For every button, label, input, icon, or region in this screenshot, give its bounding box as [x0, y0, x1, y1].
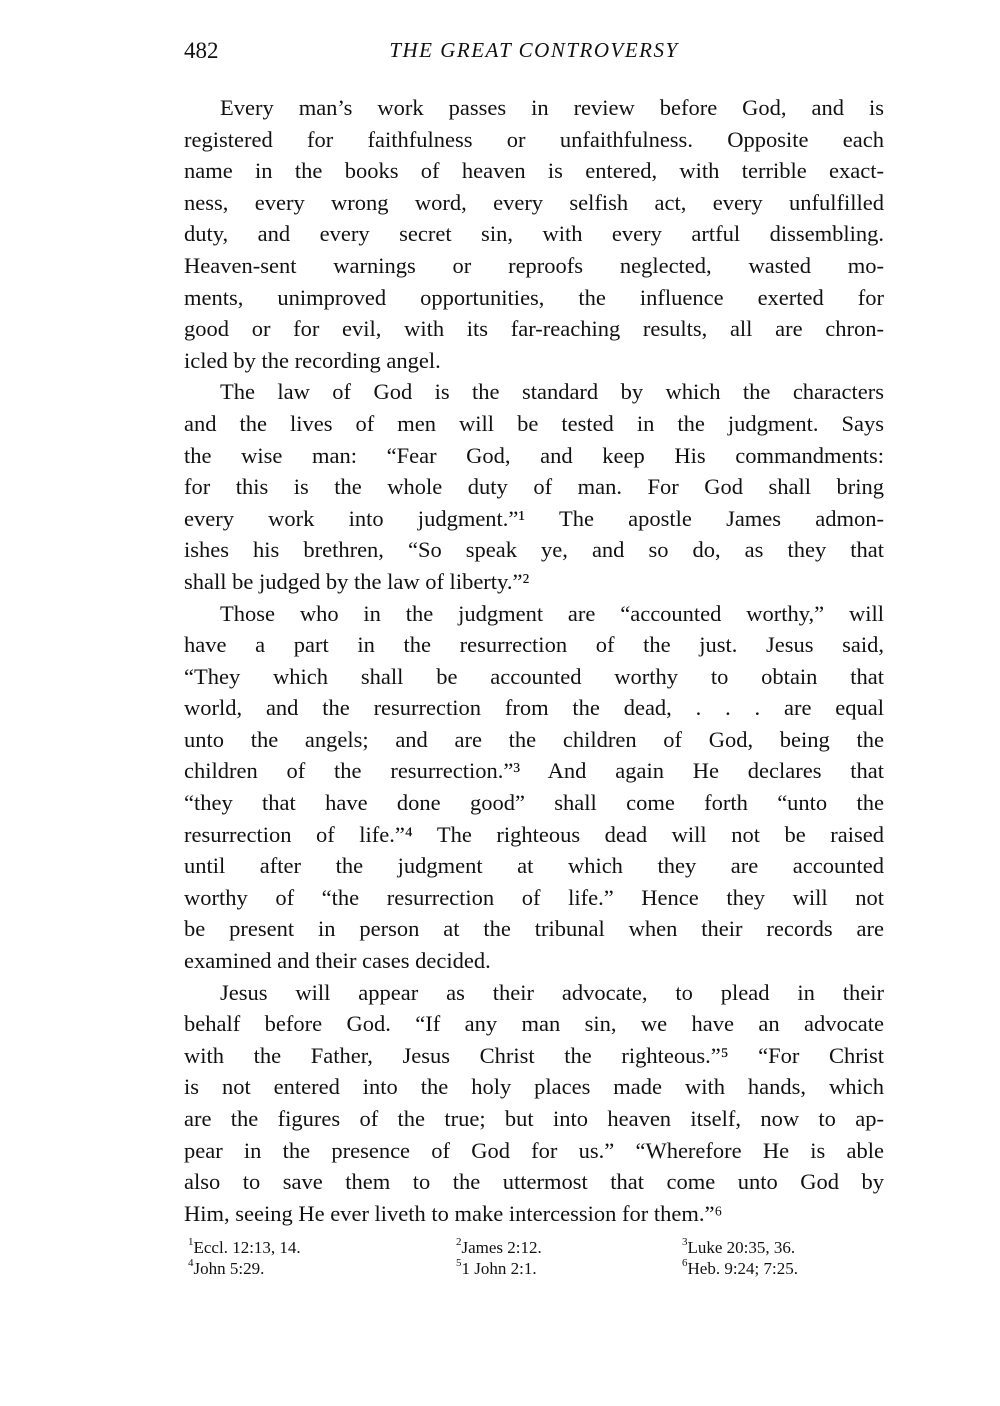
text-line: name in the books of heaven is entered, with terrible exact- [184, 158, 884, 184]
text-line: registered for faithfulness or unfaithfulness. Opposite each [184, 126, 884, 152]
page-header [184, 38, 884, 68]
text-line: children of the resurrection.”³ And again He declares that [184, 758, 884, 784]
page-number: 482 [184, 38, 219, 63]
footnote-ref: Eccl. 12:13, 14. [193, 1238, 301, 1257]
text-line: for this is the whole duty of man. For God shall bring [184, 474, 884, 500]
footnote-ref: James 2:12. [461, 1238, 542, 1257]
text-line: with the Father, Jesus Christ the righteous.”⁵ “For Christ [184, 1042, 884, 1068]
text-line: icled by the recording angel. [184, 347, 441, 373]
text-line: ishes his brethren, “So speak ye, and so do, as they that [184, 537, 884, 563]
footnote-mark: 3 [682, 1236, 688, 1248]
text-line: pear in the presence of God for us.” “Wherefore He is able [184, 1137, 884, 1163]
footnote-5 [456, 1258, 682, 1279]
body-text [184, 92, 884, 1229]
footnote-3 [682, 1237, 882, 1258]
text-line: until after the judgment at which they are accounted [184, 853, 884, 879]
footnote-1 [184, 1237, 456, 1258]
footnote-mark: 5 [456, 1257, 462, 1269]
text-line: good or for evil, with its far-reaching results, all are chron- [184, 316, 884, 342]
footnote-row [184, 1237, 884, 1258]
text-line: worthy of “the resurrection of life.” Hence they will not [184, 884, 884, 910]
text-line: Heaven-sent warnings or reproofs neglected, wasted mo- [184, 252, 884, 278]
text-line: ness, every wrong word, every selfish act, every unfulfilled [184, 189, 884, 215]
text-line: behalf before God. “If any man sin, we have an advocate [184, 1011, 884, 1037]
text-line: “they that have done good” shall come forth “unto the [184, 790, 884, 816]
footnote-mark: 2 [456, 1236, 462, 1248]
text-line: be present in person at the tribunal when their records are [184, 916, 884, 942]
footnote-mark: 6 [682, 1257, 688, 1269]
text-line: ments, unimproved opportunities, the influence exerted for [184, 284, 884, 310]
text-line: is not entered into the holy places made with hands, which [184, 1074, 884, 1100]
footnote-6 [682, 1258, 882, 1279]
text-line: world, and the resurrection from the dead, . . . are equal [184, 695, 884, 721]
footnote-mark: 1 [188, 1236, 194, 1248]
text-line: examined and their cases decided. [184, 948, 491, 974]
paragraph-judgment-records [184, 92, 884, 376]
footnote-ref: 1 John 2:1. [461, 1259, 537, 1278]
footnote-row [184, 1258, 884, 1279]
footnote-ref: Heb. 9:24; 7:25. [687, 1259, 798, 1278]
text-line: “They which shall be accounted worthy to obtain that [184, 663, 884, 689]
text-line: Him, seeing He ever liveth to make intercession for them.”⁶ [184, 1200, 723, 1226]
footnote-ref: John 5:29. [193, 1259, 265, 1278]
text-line: also to save them to the uttermost that come unto God by [184, 1169, 884, 1195]
text-line: shall be judged by the law of liberty.”² [184, 568, 530, 594]
footnote-mark: 4 [188, 1257, 194, 1269]
text-line: Every man’s work passes in review before God, and is [220, 95, 884, 120]
text-line: and the lives of men will be tested in the judgment. Says [184, 410, 884, 436]
paragraph-accounted-worthy [184, 598, 884, 977]
text-line: duty, and every secret sin, with every artful dissembling. [184, 221, 884, 247]
running-title: THE GREAT CONTROVERSY [389, 38, 679, 62]
text-line: every work into judgment.”¹ The apostle James admon- [184, 505, 884, 531]
text-line: Those who in the judgment are “accounted worthy,” will [220, 600, 884, 626]
text-line: The law of God is the standard by which the characters [220, 379, 884, 405]
text-line: are the figures of the true; but into heaven itself, now to ap- [184, 1106, 884, 1131]
text-line: unto the angels; and are the children of God, being the [184, 726, 884, 752]
paragraph-advocate [184, 977, 884, 1230]
footnote-ref: Luke 20:35, 36. [687, 1238, 796, 1257]
footnote-4 [184, 1258, 456, 1279]
text-line: the wise man: “Fear God, and keep His commandments: [184, 442, 884, 468]
footnote-2 [456, 1237, 682, 1258]
text-line: have a part in the resurrection of the just. Jesus said, [184, 632, 884, 658]
paragraph-law-of-god [184, 376, 884, 597]
footnotes [184, 1237, 884, 1279]
text-line: Jesus will appear as their advocate, to plead in their [220, 979, 884, 1005]
text-line: resurrection of life.”⁴ The righteous dead will not be raised [184, 821, 884, 847]
